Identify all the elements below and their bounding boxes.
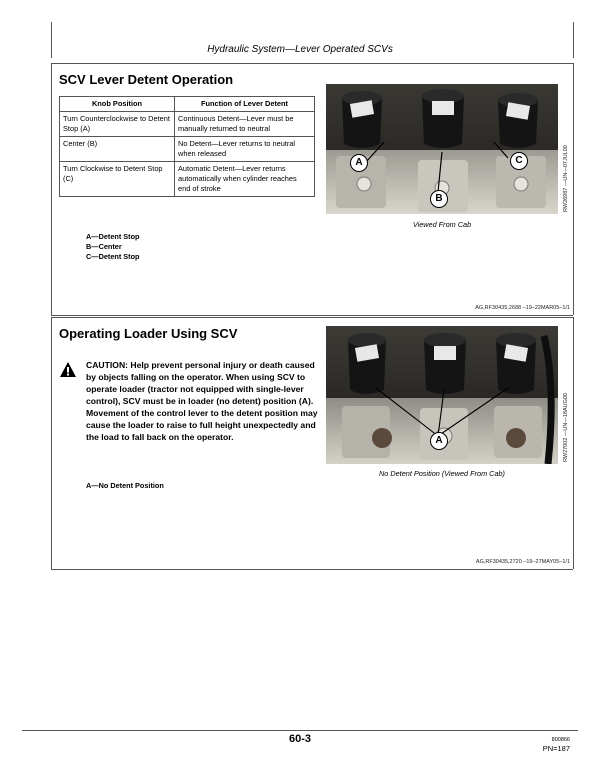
section2-right-rule bbox=[573, 317, 574, 569]
section1-top-rule bbox=[51, 63, 573, 64]
scv-knobs-photo bbox=[326, 84, 558, 214]
section2-left-rule bbox=[51, 317, 52, 569]
table-header-row bbox=[60, 97, 315, 112]
table-header-function: Function of Lever Detent bbox=[175, 97, 315, 112]
table-cell: Automatic Detent—Lever returns automatically when cylinder reaches end of stroke bbox=[175, 161, 315, 196]
callout-b: B bbox=[430, 190, 448, 208]
legend-item: C—Detent Stop bbox=[86, 252, 140, 261]
callout-c: C bbox=[510, 152, 528, 170]
table-cell: No Detent—Lever returns to neutral when released bbox=[175, 136, 315, 161]
table-row bbox=[60, 111, 315, 136]
knob-left bbox=[342, 91, 382, 148]
section1-ref-code: AG,RF30435,2688 –19–22MAR05–1/1 bbox=[475, 305, 570, 311]
section2-legend bbox=[86, 481, 164, 491]
legend-item: A—Detent Stop bbox=[86, 232, 140, 241]
warning-triangle-icon bbox=[60, 362, 76, 377]
section2-bottom-rule bbox=[51, 569, 573, 570]
section2-title: Operating Loader Using SCV bbox=[59, 326, 238, 341]
legend-item: A—No Detent Position bbox=[86, 481, 164, 490]
page-number: 60-3 bbox=[288, 733, 312, 745]
table-row bbox=[60, 136, 315, 161]
table-cell: Turn Clockwise to Detent Stop (C) bbox=[60, 161, 175, 196]
table-cell: Continuous Detent—Lever must be manually returned to neutral bbox=[175, 111, 315, 136]
section1-legend bbox=[86, 232, 140, 262]
callout-a: A bbox=[350, 154, 368, 172]
section2-ref-code: AG,RF30435,2720 –19–27MAY05–1/1 bbox=[475, 559, 570, 565]
section1-bottom-rule bbox=[51, 315, 573, 316]
footer-code: 800866 bbox=[551, 737, 570, 743]
figure2-caption: No Detent Position (Viewed From Cab) bbox=[379, 469, 505, 478]
detent-table bbox=[59, 96, 315, 197]
figure1-side-code: RW26987 —UN—07JUL00 bbox=[563, 145, 569, 212]
knob-right bbox=[498, 93, 538, 148]
table-row bbox=[60, 161, 315, 196]
legend-item: B—Center bbox=[86, 242, 122, 251]
figure2-side-code: RW27002 —UN—18AUG00 bbox=[563, 393, 569, 462]
footer-rule bbox=[22, 730, 578, 731]
knob-center bbox=[422, 89, 464, 148]
callout-a: A bbox=[430, 432, 448, 450]
figure1-caption: Viewed From Cab bbox=[412, 220, 472, 229]
section1-left-rule bbox=[51, 63, 52, 315]
footer-pn: PN=187 bbox=[542, 744, 570, 753]
caution-text: CAUTION: Help prevent personal injury or death caused by objects falling on the operator. When using SCV to operate loader (tractor not equipped with single-lever control), SCV must be in loader (no detent) position (A). Movement of the control lever to the detent position may cause the loader to raise to full height unexpectedly and the load to fall back on the operator. bbox=[86, 360, 318, 442]
table-header-knob-position: Knob Position bbox=[60, 97, 175, 112]
table-cell: Turn Counterclockwise to Detent Stop (A) bbox=[60, 111, 175, 136]
table-cell: Center (B) bbox=[60, 136, 175, 161]
section1-right-rule bbox=[573, 63, 574, 315]
no-detent-photo bbox=[326, 326, 558, 464]
running-header: Hydraulic System—Lever Operated SCVs bbox=[207, 44, 393, 55]
section2-top-rule bbox=[51, 317, 573, 318]
section1-title: SCV Lever Detent Operation bbox=[59, 72, 234, 87]
